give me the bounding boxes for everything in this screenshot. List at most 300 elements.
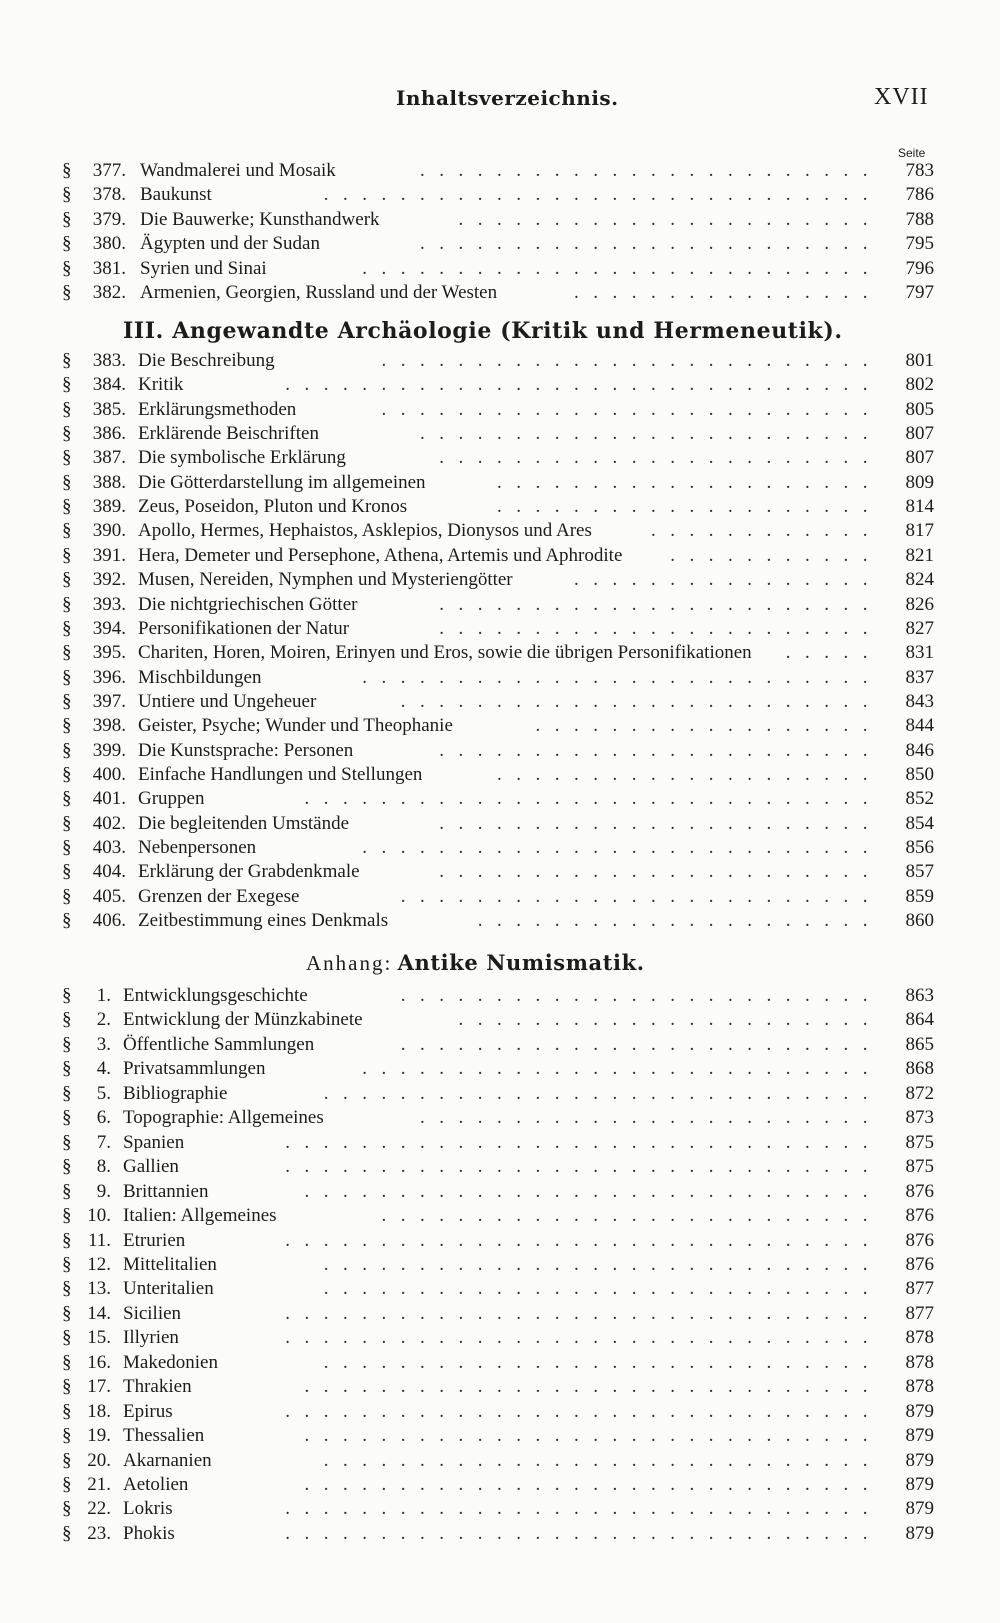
section-heading-iii: III. Angewandte Archäologie (Kritik und Hermeneutik).	[123, 318, 843, 344]
entry-page: 821	[905, 544, 934, 566]
entry-title: Ägypten und der Sudan	[140, 233, 320, 255]
entry-title: Grenzen der Exegese	[138, 885, 300, 907]
entry-title: Wandmalerei und Mosaik	[140, 160, 336, 181]
entry-number: 397.	[92, 690, 126, 712]
dot-leader: ...........................	[362, 837, 882, 858]
entry-title: Öffentliche Sammlungen	[123, 1033, 315, 1055]
entry-number: 21.	[87, 1474, 111, 1495]
entry-number: 23.	[87, 1522, 111, 1544]
entry-number: 392.	[92, 569, 126, 591]
toc-entry	[0, 1033, 1000, 1057]
entry-page: 860	[905, 910, 934, 932]
entry-page: 843	[905, 690, 934, 712]
toc-entry	[0, 183, 1000, 207]
dot-leader: ....................	[497, 763, 882, 785]
entry-number: 386.	[92, 423, 126, 445]
entry-page: 873	[905, 1107, 934, 1129]
dot-leader: .............................	[323, 1278, 882, 1300]
entry-page: 876	[905, 1180, 934, 1202]
section-sign: §	[62, 520, 72, 542]
entry-title: Baukunst	[140, 184, 212, 206]
section-sign: §	[62, 1351, 72, 1373]
entry-title: Mischbildungen	[138, 666, 262, 688]
dot-leader: ...........	[670, 544, 882, 566]
entry-title: Zeitbestimmung eines Denkmals	[138, 910, 389, 932]
dot-leader: .....	[785, 642, 882, 664]
section-sign: §	[62, 837, 72, 858]
toc-entry	[0, 666, 1000, 690]
entry-number: 379.	[92, 208, 126, 230]
section-sign: §	[62, 1131, 72, 1153]
entry-title: Brittannien	[123, 1180, 209, 1202]
entry-page: 857	[905, 861, 934, 883]
entry-title: Phokis	[123, 1522, 175, 1544]
toc-entry	[0, 1008, 1000, 1032]
entry-number: 377.	[92, 160, 126, 181]
entry-title: Die begleitenden Umstände	[138, 812, 350, 834]
entry-number: 5.	[96, 1082, 111, 1104]
entry-number: 1.	[96, 985, 111, 1006]
dot-leader: .......................	[439, 593, 882, 615]
section-sign: §	[62, 642, 72, 664]
entry-title: Erklärung der Grabdenkmale	[138, 861, 360, 883]
entry-page: 876	[905, 1205, 934, 1227]
entry-number: 15.	[87, 1327, 111, 1349]
section-sign: §	[62, 208, 72, 230]
entry-title: Die Götterdarstellung im allgemeinen	[138, 471, 426, 493]
entry-title: Italien: Allgemeines	[123, 1205, 277, 1227]
section-sign: §	[62, 257, 72, 279]
entry-number: 391.	[92, 544, 126, 566]
entry-page: 854	[905, 812, 934, 834]
dot-leader: ..........................	[381, 350, 882, 371]
entry-title: Die Beschreibung	[138, 350, 275, 371]
toc-entry	[0, 1473, 1000, 1497]
entry-title: Sicilien	[123, 1302, 182, 1324]
toc-entry	[0, 885, 1000, 909]
toc-entry	[0, 519, 1000, 543]
section-sign: §	[62, 885, 72, 907]
dot-leader: ...............................	[285, 1522, 882, 1544]
entry-number: 8.	[96, 1156, 111, 1178]
section-sign: §	[62, 788, 72, 810]
section-sign: §	[62, 763, 72, 785]
dot-leader: .............................	[323, 1082, 882, 1104]
entry-number: 20.	[87, 1449, 111, 1471]
toc-entry	[0, 159, 1000, 183]
entry-number: 19.	[87, 1425, 111, 1447]
toc-entry	[0, 641, 1000, 665]
entry-page: 827	[905, 617, 934, 639]
section-sign: §	[62, 374, 72, 396]
dot-leader: ...............................	[285, 374, 882, 396]
toc-entry	[0, 1204, 1000, 1228]
entry-title: Die nichtgriechischen Götter	[138, 593, 358, 615]
dot-leader: .............................	[323, 1253, 882, 1275]
section-sign: §	[62, 1376, 72, 1398]
entry-title: Thessalien	[123, 1425, 205, 1447]
dot-leader: ..............................	[304, 1474, 882, 1495]
entry-title: Personifikationen der Natur	[138, 617, 350, 639]
entry-title: Aetolien	[123, 1474, 189, 1495]
dot-leader: ....................	[497, 471, 882, 493]
anhang-title: Antike Numismatik.	[397, 950, 645, 975]
dot-leader: ...........................	[362, 1058, 882, 1080]
section-sign: §	[62, 1033, 72, 1055]
entry-page: 831	[905, 642, 934, 664]
section-sign: §	[62, 1253, 72, 1275]
dot-leader: ...............................	[285, 1498, 882, 1520]
dot-leader: .......................	[439, 739, 882, 761]
entry-number: 390.	[92, 520, 126, 542]
entry-page: 879	[905, 1400, 934, 1422]
entry-number: 404.	[92, 861, 126, 883]
entry-title: Thrakien	[123, 1376, 192, 1398]
section-sign: §	[62, 1058, 72, 1080]
toc-entry	[0, 690, 1000, 714]
entry-number: 388.	[92, 471, 126, 493]
entry-page: 802	[905, 374, 934, 396]
section-sign: §	[62, 715, 72, 737]
toc-entry	[0, 1131, 1000, 1155]
entry-number: 12.	[87, 1253, 111, 1275]
section-sign: §	[62, 544, 72, 566]
section-sign: §	[62, 1082, 72, 1104]
entry-page: 879	[905, 1498, 934, 1520]
entry-page: 872	[905, 1082, 934, 1104]
section-sign: §	[62, 282, 72, 303]
dot-leader: .......................	[439, 812, 882, 834]
section-sign: §	[62, 1449, 72, 1471]
entry-number: 396.	[92, 666, 126, 688]
toc-entry	[0, 544, 1000, 568]
toc-entry	[0, 1424, 1000, 1448]
entry-page: 859	[905, 885, 934, 907]
section-sign: §	[62, 233, 72, 255]
toc-entry	[0, 1497, 1000, 1521]
section-sign: §	[62, 1009, 72, 1031]
section-sign: §	[62, 184, 72, 206]
dot-leader: .......................	[439, 617, 882, 639]
entry-title: Illyrien	[123, 1327, 179, 1349]
dot-leader: ...............................	[285, 1131, 882, 1153]
section-sign: §	[62, 160, 72, 181]
toc-entry	[0, 257, 1000, 281]
entry-number: 393.	[92, 593, 126, 615]
entry-number: 10.	[87, 1205, 111, 1227]
dot-leader: .............................	[323, 1449, 882, 1471]
toc-entry	[0, 1522, 1000, 1546]
entry-title: Untiere und Ungeheuer	[138, 690, 317, 712]
entry-title: Akarnanien	[123, 1449, 212, 1471]
dot-leader: ...........................	[362, 257, 882, 279]
section-sign: §	[62, 1425, 72, 1447]
entry-number: 406.	[92, 910, 126, 932]
section-sign: §	[62, 1302, 72, 1324]
section-heading-anhang	[306, 950, 645, 976]
entry-page: 868	[905, 1058, 934, 1080]
toc-entry	[0, 617, 1000, 641]
dot-leader: ...............................	[285, 1229, 882, 1251]
entry-page: 877	[905, 1278, 934, 1300]
entry-title: Etrurien	[123, 1229, 186, 1251]
entry-page: 826	[905, 593, 934, 615]
section-sign: §	[62, 739, 72, 761]
entry-number: 403.	[92, 837, 126, 858]
entry-title: Zeus, Poseidon, Pluton und Kronos	[138, 496, 408, 518]
entry-page: 844	[905, 715, 934, 737]
entry-number: 383.	[92, 350, 126, 371]
entry-title: Epirus	[123, 1400, 173, 1422]
entry-number: 400.	[92, 763, 126, 785]
entry-title: Gruppen	[138, 788, 205, 810]
entry-page: 805	[905, 398, 934, 420]
dot-leader: ..........................	[381, 1205, 882, 1227]
toc-entry	[0, 471, 1000, 495]
section-sign: §	[62, 1498, 72, 1520]
entry-title: Syrien und Sinai	[140, 257, 267, 279]
entry-number: 402.	[92, 812, 126, 834]
section-sign: §	[62, 1107, 72, 1129]
toc-entry	[0, 812, 1000, 836]
entry-page: 783	[905, 160, 934, 181]
toc-entry	[0, 1277, 1000, 1301]
toc-entry	[0, 568, 1000, 592]
dot-leader: .....................	[477, 910, 882, 932]
dot-leader: .......................	[439, 861, 882, 883]
entry-number: 385.	[92, 398, 126, 420]
entry-page: 796	[905, 257, 934, 279]
dot-leader: ........................	[420, 233, 882, 255]
entry-number: 405.	[92, 885, 126, 907]
toc-entry	[0, 422, 1000, 446]
section-sign: §	[62, 861, 72, 883]
entry-title: Makedonien	[123, 1351, 218, 1373]
entry-page: 801	[905, 350, 934, 371]
entry-title: Lokris	[123, 1498, 173, 1520]
entry-number: 13.	[87, 1278, 111, 1300]
dot-leader: ..............................	[304, 1425, 882, 1447]
entry-page: 814	[905, 496, 934, 518]
toc-entry	[0, 1375, 1000, 1399]
entry-number: 380.	[92, 233, 126, 255]
entry-title: Entwicklungsgeschichte	[123, 985, 308, 1006]
entry-number: 4.	[96, 1058, 111, 1080]
toc-entry	[0, 1302, 1000, 1326]
entry-page: 879	[905, 1474, 934, 1495]
dot-leader: ...............................	[285, 1327, 882, 1349]
entry-page: 856	[905, 837, 934, 858]
toc-entry	[0, 281, 1000, 305]
toc-entry	[0, 398, 1000, 422]
entry-title: Geister, Psyche; Wunder und Theophanie	[138, 715, 453, 737]
entry-page: 879	[905, 1522, 934, 1544]
entry-title: Nebenpersonen	[138, 837, 257, 858]
entry-number: 22.	[87, 1498, 111, 1520]
section-sign: §	[62, 1400, 72, 1422]
toc-entry	[0, 1326, 1000, 1350]
entry-title: Die Bauwerke; Kunsthandwerk	[140, 208, 380, 230]
section-sign: §	[62, 569, 72, 591]
section-sign: §	[62, 447, 72, 469]
entry-title: Hera, Demeter und Persephone, Athena, Artemis und Aphrodite	[138, 544, 623, 566]
entry-title: Gallien	[123, 1156, 179, 1178]
dot-leader: ...............................	[285, 1302, 882, 1324]
dot-leader: .........................	[400, 985, 882, 1006]
toc-entry	[0, 349, 1000, 373]
entry-title: Apollo, Hermes, Hephaistos, Asklepios, Dionysos und Ares	[138, 520, 592, 542]
toc-entry	[0, 1449, 1000, 1473]
entry-title: Bibliographie	[123, 1082, 228, 1104]
dot-leader: ....................	[497, 496, 882, 518]
toc-entry	[0, 984, 1000, 1008]
entry-page: 817	[905, 520, 934, 542]
toc-entry	[0, 1082, 1000, 1106]
entry-title: Entwicklung der Münzkabinete	[123, 1009, 363, 1031]
entry-number: 384.	[92, 374, 126, 396]
toc-entry	[0, 763, 1000, 787]
entry-page: 846	[905, 739, 934, 761]
dot-leader: ........................	[420, 160, 882, 181]
entry-page: 852	[905, 788, 934, 810]
entry-page: 807	[905, 423, 934, 445]
dot-leader: ..............................	[304, 1376, 882, 1398]
dot-leader: ..........................	[381, 398, 882, 420]
toc-entry	[0, 787, 1000, 811]
dot-leader: ........................	[420, 423, 882, 445]
section-sign: §	[62, 1180, 72, 1202]
entry-number: 2.	[96, 1009, 111, 1031]
section-sign: §	[62, 910, 72, 932]
entry-number: 387.	[92, 447, 126, 469]
entry-title: Chariten, Horen, Moiren, Erinyen und Eros, sowie die übrigen Personifikationen	[138, 642, 752, 664]
entry-page: 824	[905, 569, 934, 591]
section-sign: §	[62, 350, 72, 371]
entry-number: 398.	[92, 715, 126, 737]
entry-title: Spanien	[123, 1131, 185, 1153]
dot-leader: .............................	[323, 184, 882, 206]
section-sign: §	[62, 1205, 72, 1227]
entry-page: 877	[905, 1302, 934, 1324]
dot-leader: ........................	[420, 1107, 882, 1129]
entry-page: 876	[905, 1253, 934, 1275]
entry-page: 837	[905, 666, 934, 688]
section-sign: §	[62, 1474, 72, 1495]
toc-entry	[0, 208, 1000, 232]
toc-entry	[0, 1253, 1000, 1277]
entry-page: 807	[905, 447, 934, 469]
toc-entry	[0, 860, 1000, 884]
entry-page: 786	[905, 184, 934, 206]
section-sign: §	[62, 423, 72, 445]
entry-page: 878	[905, 1376, 934, 1398]
entry-number: 9.	[96, 1180, 111, 1202]
anhang-prefix: Anhang:	[306, 951, 393, 975]
entry-number: 17.	[87, 1376, 111, 1398]
dot-leader: ......................	[458, 208, 882, 230]
section-sign: §	[62, 985, 72, 1006]
toc-entry	[0, 1057, 1000, 1081]
dot-leader: .............................	[323, 1351, 882, 1373]
entry-page: 788	[905, 208, 934, 230]
toc-entry	[0, 1400, 1000, 1424]
dot-leader: ............	[651, 520, 882, 542]
entry-page: 878	[905, 1351, 934, 1373]
dot-leader: .........................	[400, 690, 882, 712]
section-sign: §	[62, 1156, 72, 1178]
entry-title: Mittelitalien	[123, 1253, 217, 1275]
toc-entry	[0, 1229, 1000, 1253]
section-sign: §	[62, 690, 72, 712]
entry-page: 797	[905, 282, 934, 303]
entry-page: 865	[905, 1033, 934, 1055]
entry-page: 850	[905, 763, 934, 785]
section-sign: §	[62, 1278, 72, 1300]
toc-entry	[0, 1180, 1000, 1204]
entry-title: Kritik	[138, 374, 184, 396]
toc-entry	[0, 836, 1000, 860]
entry-title: Topographie: Allgemeines	[123, 1107, 324, 1129]
section-sign: §	[62, 1327, 72, 1349]
toc-entry	[0, 593, 1000, 617]
toc-entry	[0, 1351, 1000, 1375]
section-sign: §	[62, 593, 72, 615]
dot-leader: ................	[574, 569, 882, 591]
section-sign: §	[62, 496, 72, 518]
entry-number: 7.	[96, 1131, 111, 1153]
entry-title: Armenien, Georgien, Russland und der Westen	[140, 282, 498, 303]
entry-page: 863	[905, 985, 934, 1006]
entry-page: 875	[905, 1131, 934, 1153]
page-column-label: Seite	[898, 146, 926, 160]
entry-page: 876	[905, 1229, 934, 1251]
toc-entry	[0, 1106, 1000, 1130]
section-sign: §	[62, 666, 72, 688]
dot-leader: .........................	[400, 1033, 882, 1055]
section-sign: §	[62, 617, 72, 639]
entry-number: 394.	[92, 617, 126, 639]
toc-entry	[0, 714, 1000, 738]
entry-page: 809	[905, 471, 934, 493]
entry-page: 795	[905, 233, 934, 255]
toc-entry	[0, 739, 1000, 763]
dot-leader: .......................	[439, 447, 882, 469]
entry-number: 381.	[92, 257, 126, 279]
running-header-title: Inhaltsverzeichnis.	[396, 86, 619, 110]
section-sign: §	[62, 1229, 72, 1251]
entry-number: 399.	[92, 739, 126, 761]
entry-number: 382.	[92, 282, 126, 303]
entry-number: 14.	[87, 1302, 111, 1324]
toc-entry	[0, 446, 1000, 470]
dot-leader: ..............................	[304, 788, 882, 810]
section-sign: §	[62, 1522, 72, 1544]
page-number: XVII	[874, 84, 929, 110]
entry-number: 16.	[87, 1351, 111, 1373]
entry-number: 11.	[87, 1229, 111, 1251]
dot-leader: ...............................	[285, 1156, 882, 1178]
entry-number: 401.	[92, 788, 126, 810]
entry-title: Musen, Nereiden, Nymphen und Mysteriengötter	[138, 569, 513, 591]
entry-title: Einfache Handlungen und Stellungen	[138, 763, 423, 785]
toc-entry	[0, 495, 1000, 519]
section-sign: §	[62, 398, 72, 420]
entry-page: 875	[905, 1156, 934, 1178]
toc-entry	[0, 232, 1000, 256]
entry-number: 389.	[92, 496, 126, 518]
toc-entry	[0, 1155, 1000, 1179]
entry-page: 879	[905, 1425, 934, 1447]
